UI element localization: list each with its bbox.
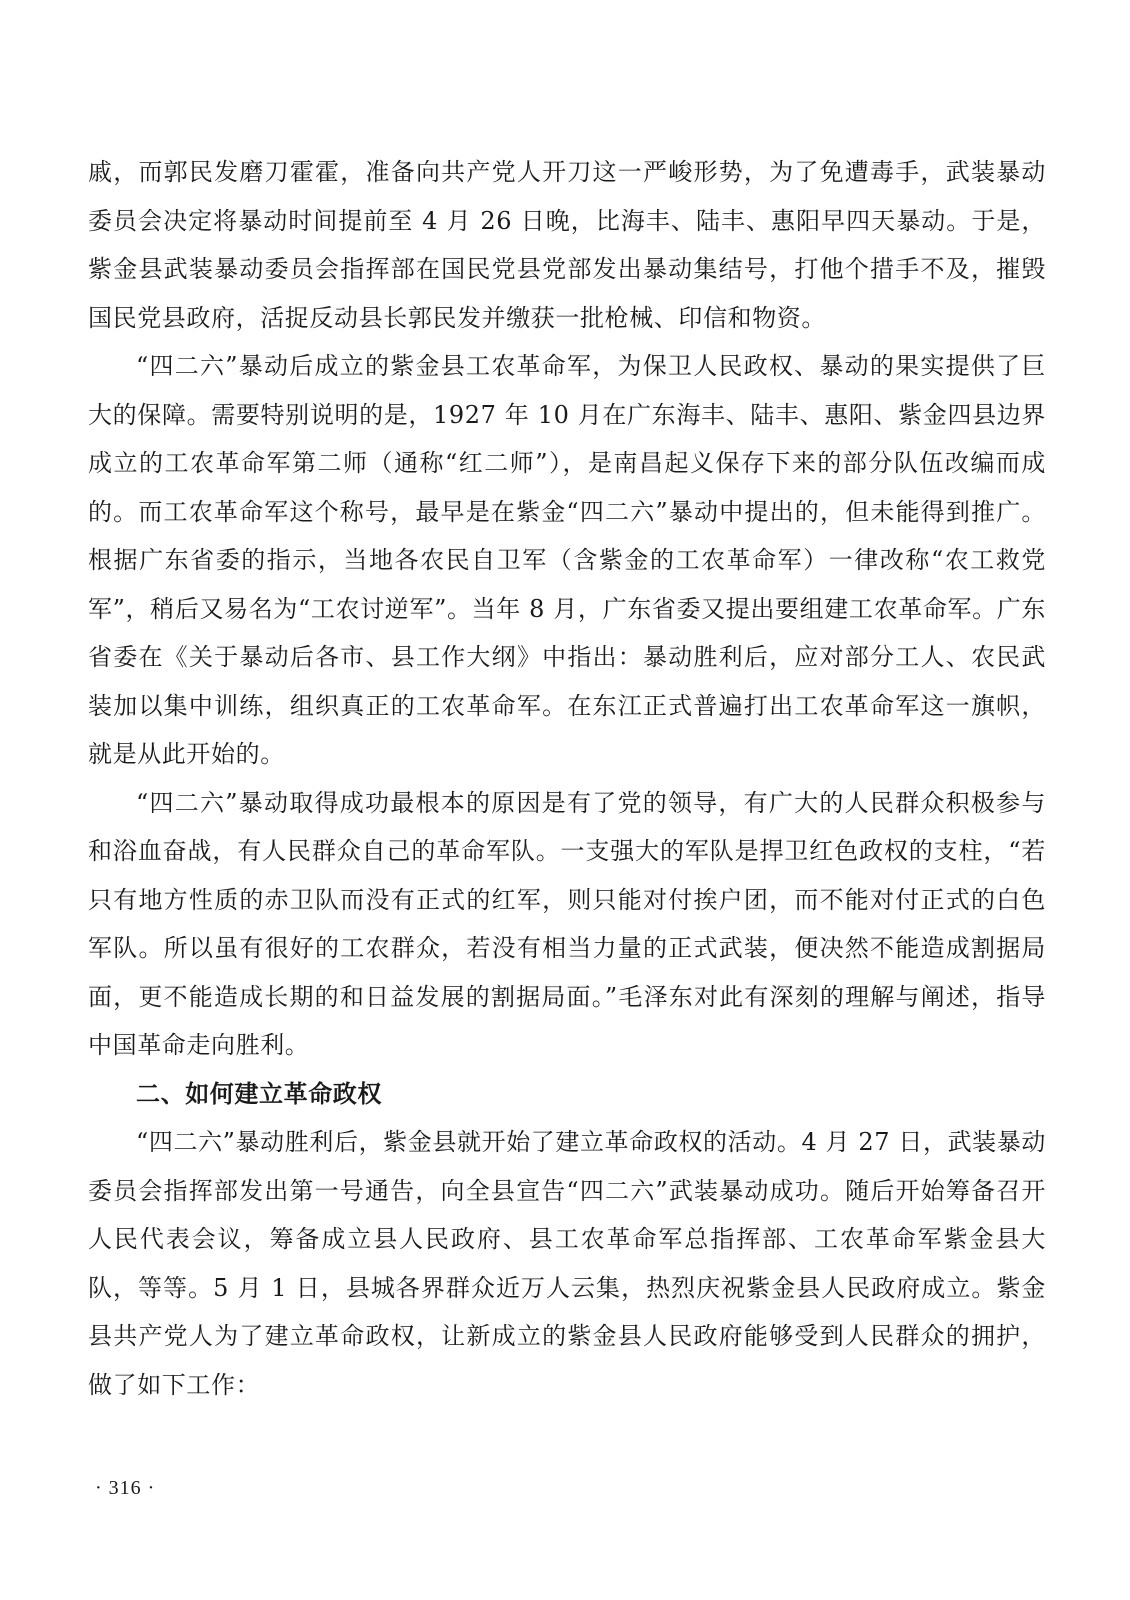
page-number: · 316 · [95, 1477, 156, 1499]
page-body [88, 148, 1046, 1409]
paragraph-establish-regime: “四二六”暴动胜利后，紫金县就开始了建立革命政权的活动。4 月 27 日，武装暴动委员会指挥部发出第一号通告，向全县宣告“四二六”武装暴动成功。随后开始筹备召开人民代表会议，筹备成立县人民政府、县工农革命军总指挥部、工农革命军紫金县大队，等等。5 月 1 日，县城各界群众近万人云集，热烈庆祝紫金县人民政府成立。紫金县共产党人为了建立革命政权，让新成立的紫金县人民政府能够受到人民群众的拥护，做了如下工作： [88, 1128, 1046, 1399]
paragraph-red-army: “四二六”暴动后成立的紫金县工农革命军，为保卫人民政权、暴动的果实提供了巨大的保障。需要特别说明的是，1927 年 10 月在广东海丰、陆丰、惠阳、紫金四县边界成立的工农革命军第二师（通称“红二师”），是南昌起义保存下来的部分队伍改编而成的。而工农革命军这个称号，最早是在紫金“四二六”暴动中提出的，但未能得到推广。根据广东省委的指示，当地各农民自卫军（含紫金的工农革命军）一律改称“农工救党军”，稍后又易名为“工农讨逆军”。当年 8 月，广东省委又提出要组建工农革命军。广东省委在《关于暴动后各市、县工作大纲》中指出：暴动胜利后，应对部分工人、农民武装加以集中训练，组织真正的工农革命军。在东江正式普遍打出工农革命军这一旗帜，就是从此开始的。 [88, 352, 1046, 768]
paragraph-success-reason: “四二六”暴动取得成功最根本的原因是有了党的领导，有广大的人民群众积极参与和浴血奋战，有人民群众自己的革命军队。一支强大的军队是捍卫红色政权的支柱，“若只有地方性质的赤卫队而没有正式的红军，则只能对付挨户团，而不能对付正式的白色军队。所以虽有很好的工农群众，若没有相当力量的正式武装，便决然不能造成割据局面，更不能造成长期的和日益发展的割据局面。”毛泽东对此有深刻的理解与阐述，指导中国革命走向胜利。 [88, 788, 1046, 1059]
paragraph-continued: 戚，而郭民发磨刀霍霍，准备向共产党人开刀这一严峻形势，为了免遭毒手，武装暴动委员会决定将暴动时间提前至 4 月 26 日晚，比海丰、陆丰、惠阳早四天暴动。于是，紫金县武装暴动委员会指挥部在国民党县党部发出暴动集结号，打他个措手不及，摧毁国民党县政府，活捉反动县长郭民发并缴获一批枪械、印信和物资。 [88, 158, 1046, 332]
section-heading: 二、如何建立革命政权 [136, 1079, 382, 1108]
